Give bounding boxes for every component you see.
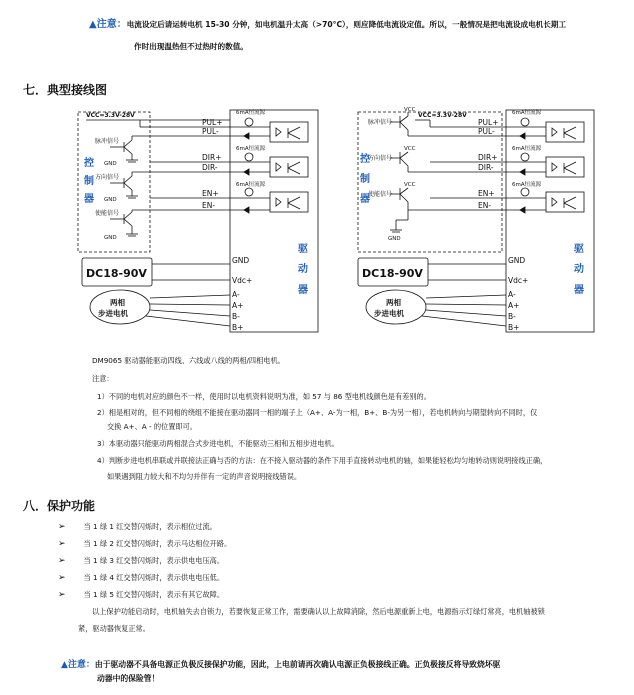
bottom-warning-line2: 动器中的保险管！ [97,674,160,683]
notes-intro: DM9065 驱动器能驱动四线、六线或八线的两相/四相电机。 [92,356,285,365]
bullet-icon: ➢ [58,539,66,549]
left-pin-a-plus: A+ [232,301,244,310]
left-current-source-3: 6mA恒流源 [236,182,266,188]
protection-paragraph-line2: 紧，驱动器恢复正常。 [78,624,150,633]
right-driver-box [506,110,594,332]
protection-text: 当 1 绿 4 红交替闪烁时，表示供电电压低。 [83,573,225,582]
right-gnd: GND [388,236,401,242]
left-driver-char-2: 动 [298,264,308,275]
left-motor-line2: 步进电机 [98,309,128,318]
protection-item-1 [58,521,217,533]
right-signal-pulse: 脉冲信号 [368,119,393,126]
left-driver-box [230,110,318,332]
right-pin-en-minus: EN- [478,201,492,210]
warning-prefix: ▲注意： [61,660,95,670]
right-pin-b-plus: B+ [508,323,520,332]
right-power-label: DC18-90V [362,267,423,280]
right-current-source-2: 6mA恒流源 [512,146,542,152]
note-item-1: 1）不同的电机对应的颜色不一样，使用时以电机资料说明为准，如 57 与 86 型电机线颜色是有差别的。 [97,392,431,401]
protection-text: 当 1 绿 5 红交替闪烁时，表示有其它故障。 [83,590,225,599]
protection-text: 当 1 绿 3 红交替闪烁时，表示供电电压高。 [83,556,225,565]
protection-text: 当 1 绿 1 红交替闪烁时，表示相位过流。 [83,522,217,531]
protection-paragraph-line1: 以上保护功能启动时，电机轴失去自锁力，若要恢复正常工作，需要确认以上故障消除，然后电源重新上电，电源指示灯绿灯常亮，电机轴被锁 [92,607,545,616]
left-vcc-label: VCC=3.3V-28V [86,112,135,119]
left-pin-b-minus: B- [232,312,240,321]
bullet-icon: ➢ [58,573,66,583]
right-driver-char-2: 动 [574,264,584,275]
left-pin-a-minus: A- [232,290,240,299]
protection-text: 当 1 绿 2 红交替闪烁时，表示马达相位开路。 [83,539,232,548]
left-controller-char-2: 制 [84,176,94,187]
right-motor-line1: 两相 [386,298,401,307]
bottom-warning-line1 [61,657,500,670]
right-pin-a-minus: A- [508,290,516,299]
bullet-icon: ➢ [58,556,66,566]
left-current-source-1: 6mA恒流源 [236,110,266,116]
warning-text: 电流设定后请运转电机 15-30 分钟，如电机温升太高（>70°C），则应降低电流设定值。所以，一般情况是把电流设成电机长期工 [126,20,567,29]
right-driver-char-3: 器 [574,285,584,296]
note-item-2-cont: 交换 A+、A - 的位置即可。 [107,422,197,431]
right-vcc-small-2: VCC [404,146,416,152]
notes-heading: 注意： [92,374,114,383]
left-pin-dir-plus: DIR+ [202,153,222,162]
left-driver-char-1: 驱 [298,244,308,255]
right-signal-en: 使能信号 [368,191,393,198]
left-gnd-2: GND [104,197,117,203]
right-motor [366,290,426,324]
left-signal-dir: 方向信号 [95,174,120,181]
right-pin-vdc: Vdc+ [508,276,529,285]
right-pin-gnd: GND [508,256,526,265]
right-vcc-small-3: VCC [404,182,416,188]
left-gnd-3: GND [104,235,117,241]
warning-prefix: ▲注意： [89,19,127,30]
left-pin-en-plus: EN+ [202,189,219,198]
top-warning-line2: 作时出现温热但不过热时的数值。 [134,42,248,51]
left-motor [90,290,150,324]
left-pin-pul-plus: PUL+ [202,118,223,127]
left-signal-en: 使能信号 [95,210,120,217]
wiring-diagrams [0,100,634,340]
top-warning-line1 [89,15,566,30]
left-power-label: DC18-90V [86,267,147,280]
right-controller-char-1: 控 [360,154,370,165]
bullet-icon: ➢ [58,590,66,600]
right-current-source-3: 6mA恒流源 [512,182,542,188]
left-pin-en-minus: EN- [202,201,216,210]
protection-item-4 [58,572,224,584]
right-diagram-labels [359,107,584,332]
right-controller-char-3: 器 [360,194,370,205]
note-item-2: 2）相是相对的，但不同相的绕组不能接在驱动器同一相的端子上（A+、A-为一相，B+、B-为另一相），若电机转向与期望转向不同时，仅 [97,408,538,417]
protection-item-2 [58,538,231,550]
left-gnd-1: GND [104,161,117,167]
left-pin-gnd: GND [232,256,250,265]
left-pin-pul-minus: PUL- [202,127,219,136]
right-vcc-small-1: VCC [404,107,416,113]
right-pin-dir-plus: DIR+ [478,153,498,162]
right-pin-b-minus: B- [508,312,516,321]
section7-title: 七．典型接线图 [23,83,108,97]
note-item-4: 4）判断步进电机串联或并联接法正确与否的方法：在不接入驱动器的条件下用手直接转动电机的轴，如果能轻松均匀地转动则说明接线正确， [97,456,548,465]
left-pin-vdc: Vdc+ [232,276,253,285]
note-item-3: 3）本驱动器只能驱动两相混合式步进电机，不能驱动三相和五相步进电机。 [97,439,339,448]
right-pin-a-plus: A+ [508,301,520,310]
left-signal-pulse: 脉冲信号 [95,138,120,145]
right-controller-char-2: 制 [360,174,370,185]
section8-title: 八．保护功能 [23,499,96,513]
warning-text: 由于驱动器不具备电源正负极反接保护功能，因此，上电前请再次确认电源正负极接线正确。正负极接反将导致烧坏驱 [94,660,501,669]
left-pin-dir-minus: DIR- [202,163,218,172]
left-current-source-2: 6mA恒流源 [236,146,266,152]
note-item-4-cont: 如果遇到阻力较大和不均匀并伴有一定的声音说明接线错误。 [107,472,302,481]
protection-item-5 [58,589,224,601]
left-driver-char-3: 器 [298,285,308,296]
right-driver-char-1: 驱 [574,244,584,255]
right-pin-en-plus: EN+ [478,189,495,198]
left-controller-char-3: 器 [84,194,94,205]
protection-item-3 [58,555,224,567]
right-pin-dir-minus: DIR- [478,163,494,172]
left-motor-line1: 两相 [110,298,125,307]
left-controller-char-1: 控 [84,158,94,169]
right-current-source-1: 6mA恒流源 [512,110,542,116]
right-signal-dir: 方向信号 [368,155,393,162]
left-pin-b-plus: B+ [232,323,244,332]
bullet-icon: ➢ [58,522,66,532]
right-vcc-label: VCC=3.3V-28V [418,112,467,119]
right-pin-pul-plus: PUL+ [478,118,499,127]
right-pin-pul-minus: PUL- [478,127,495,136]
right-motor-line2: 步进电机 [374,309,404,318]
